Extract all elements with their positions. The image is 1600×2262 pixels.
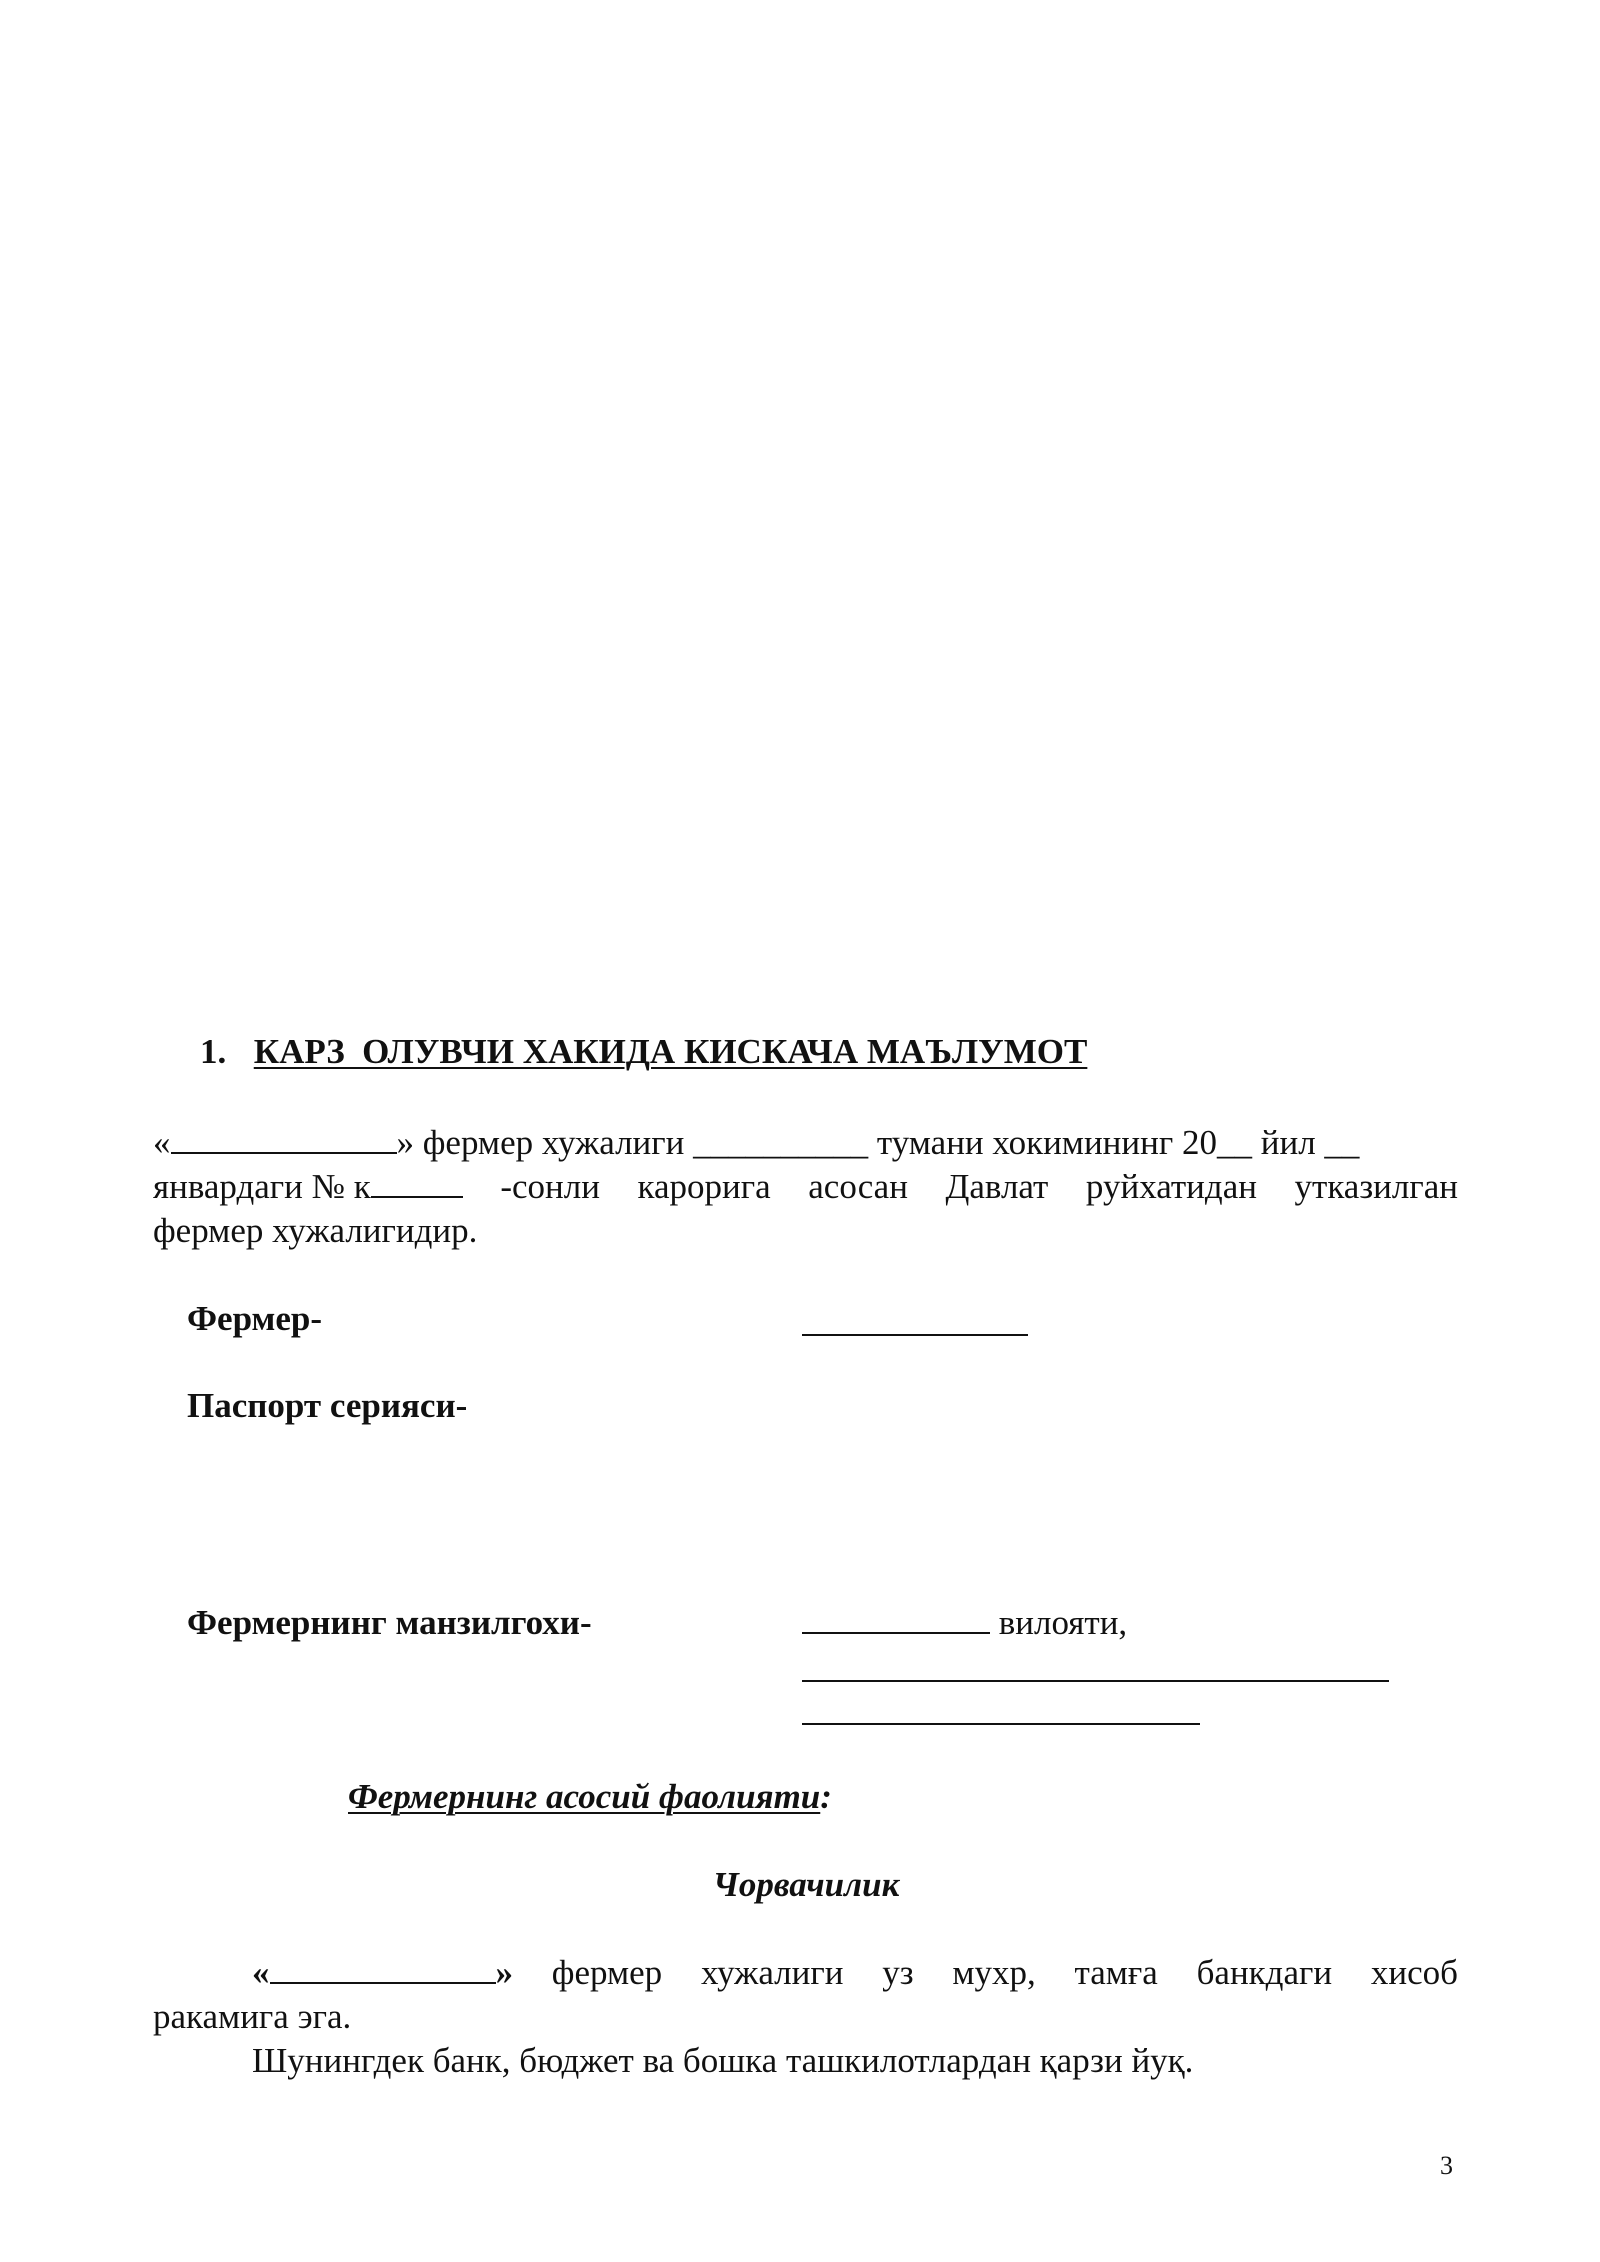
farm-name-blank[interactable]: [171, 1122, 397, 1154]
activity-value: Чорвачилик: [712, 1865, 900, 1904]
passport-label: Паспорт серияси-: [187, 1386, 468, 1425]
address-label: Фермернинг манзилгохи-: [187, 1603, 592, 1642]
section-heading: [200, 1030, 1087, 1074]
region-suffix: вилояти,: [998, 1603, 1128, 1642]
closing-line-2: ракамига эга.: [153, 1997, 352, 2036]
decision-number-blank[interactable]: [371, 1166, 463, 1198]
activity-heading: Фермернинг асосий фаолияти:: [348, 1777, 832, 1816]
page-number: 3: [1440, 2151, 1453, 2180]
intro-line-3: фермер хужалигидир.: [153, 1211, 478, 1250]
section-title: КАРЗ ОЛУВЧИ ХАКИДА КИСКАЧА МАЪЛУМОТ: [253, 1032, 1088, 1071]
farmer-label: Фермер-: [187, 1299, 323, 1338]
closing-line-1: « » фермер хужалиги уз мухр, тамға банкдаги хисоб: [252, 1953, 1458, 1992]
intro-line-1: « » фермер хужалиги __________ тумани хокимининг 20__ йил __: [153, 1123, 1360, 1162]
address-blank-line-2[interactable]: [802, 1680, 1389, 1682]
region-blank[interactable]: [802, 1602, 990, 1634]
closing-farm-name-blank[interactable]: [270, 1952, 496, 1984]
address-blank-line-3[interactable]: [802, 1723, 1200, 1725]
intro-line-2: январдаги № к -сонли карорига асосан Давлат руйхатидан утказилган: [153, 1167, 1458, 1206]
address-region-line: [802, 1601, 1127, 1645]
closing-line-3: Шунингдек банк, бюджет ва бошка ташкилотлардан қарзи йуқ.: [252, 2041, 1194, 2080]
farmer-name-blank[interactable]: [802, 1334, 1028, 1336]
section-number: 1.: [200, 1032, 227, 1071]
